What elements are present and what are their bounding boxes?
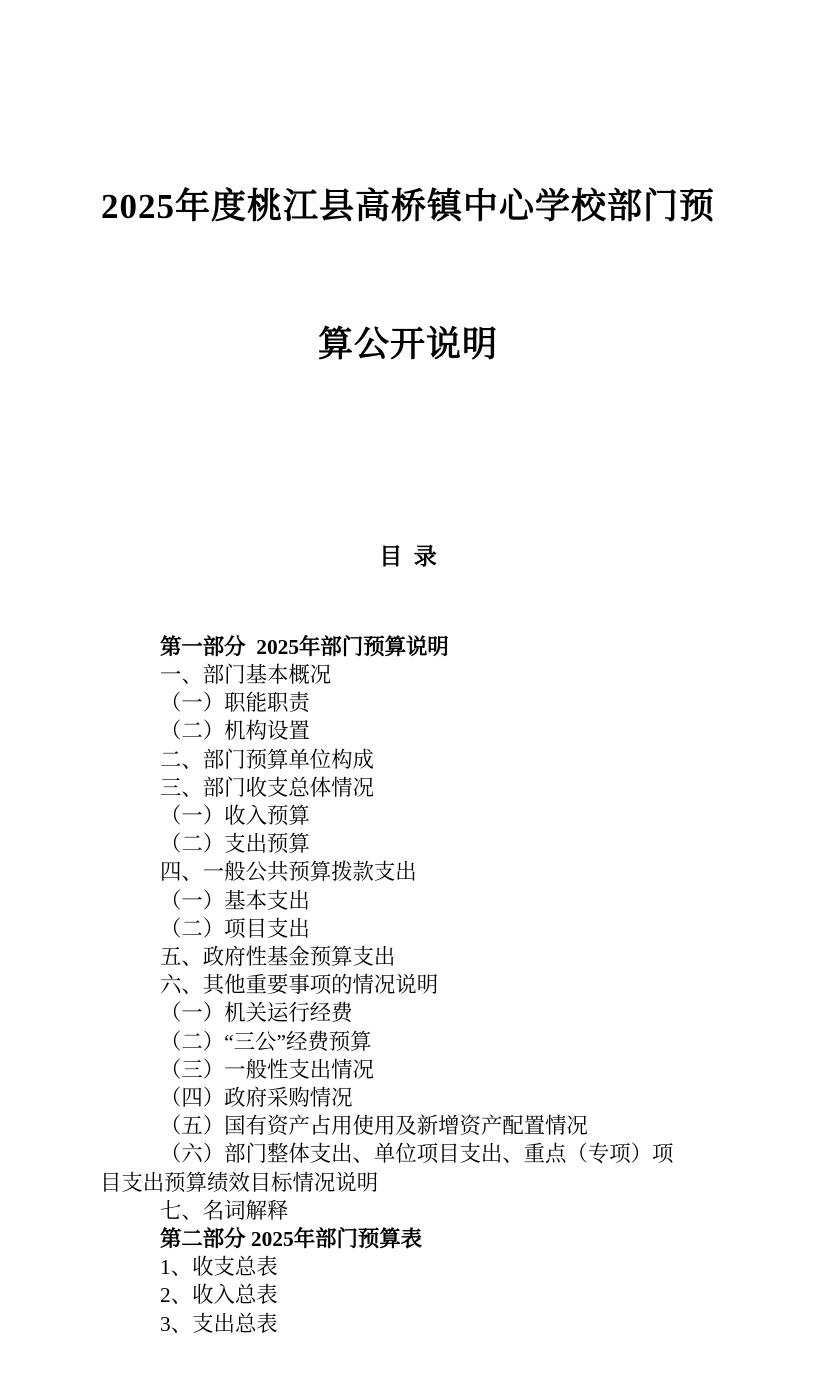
toc-line: （一）机关运行经费 xyxy=(160,1001,353,1026)
toc-line: 1、收支总表 xyxy=(160,1255,278,1280)
toc-line: 2、收入总表 xyxy=(160,1283,278,1308)
document-title xyxy=(100,0,716,460)
toc-line: 七、名词解释 xyxy=(160,1198,289,1223)
toc-line: （二）“三公”经费预算 xyxy=(160,1029,372,1054)
toc-line: 第一部分 2025年部门预算说明 xyxy=(160,634,449,659)
toc-line: 二、部门预算单位构成 xyxy=(160,747,374,772)
toc-line: （一）职能职责 xyxy=(160,691,310,716)
toc-line: 四、一般公共预算拨款支出 xyxy=(160,860,417,885)
table-of-contents xyxy=(100,486,716,1394)
document-title-line-2: 算公开说明 xyxy=(317,325,498,364)
toc-line: 六、其他重要事项的情况说明 xyxy=(160,973,439,998)
toc-line: （四）政府采购情况 xyxy=(160,1086,353,1111)
toc-line: （二）支出预算 xyxy=(160,832,310,857)
toc-heading: 目 录 xyxy=(379,544,437,570)
toc-line: 3、支出总表 xyxy=(160,1311,278,1336)
document-title-line-1: 2025年度桃江县高桥镇中心学校部门预 xyxy=(100,187,715,226)
toc-line: 一、部门基本概况 xyxy=(160,663,332,688)
toc-line: 五、政府性基金预算支出 xyxy=(160,945,396,970)
toc-line: 三、部门收支总体情况 xyxy=(160,775,374,800)
toc-line: （六）部门整体支出、单位项目支出、重点（专项）项 xyxy=(160,1142,674,1167)
toc-line: 目支出预算绩效目标情况说明 xyxy=(100,1170,379,1195)
toc-line: 第二部分 2025年部门预算表 xyxy=(160,1227,423,1252)
toc-list xyxy=(100,633,716,1338)
toc-line: （二）机构设置 xyxy=(160,719,310,744)
toc-line: （二）项目支出 xyxy=(160,916,310,941)
toc-line: （三）一般性支出情况 xyxy=(160,1057,374,1082)
toc-line: （一）收入预算 xyxy=(160,804,310,829)
toc-line: （一）基本支出 xyxy=(160,888,310,913)
toc-line: （五）国有资产占用使用及新增资产配置情况 xyxy=(160,1114,588,1139)
